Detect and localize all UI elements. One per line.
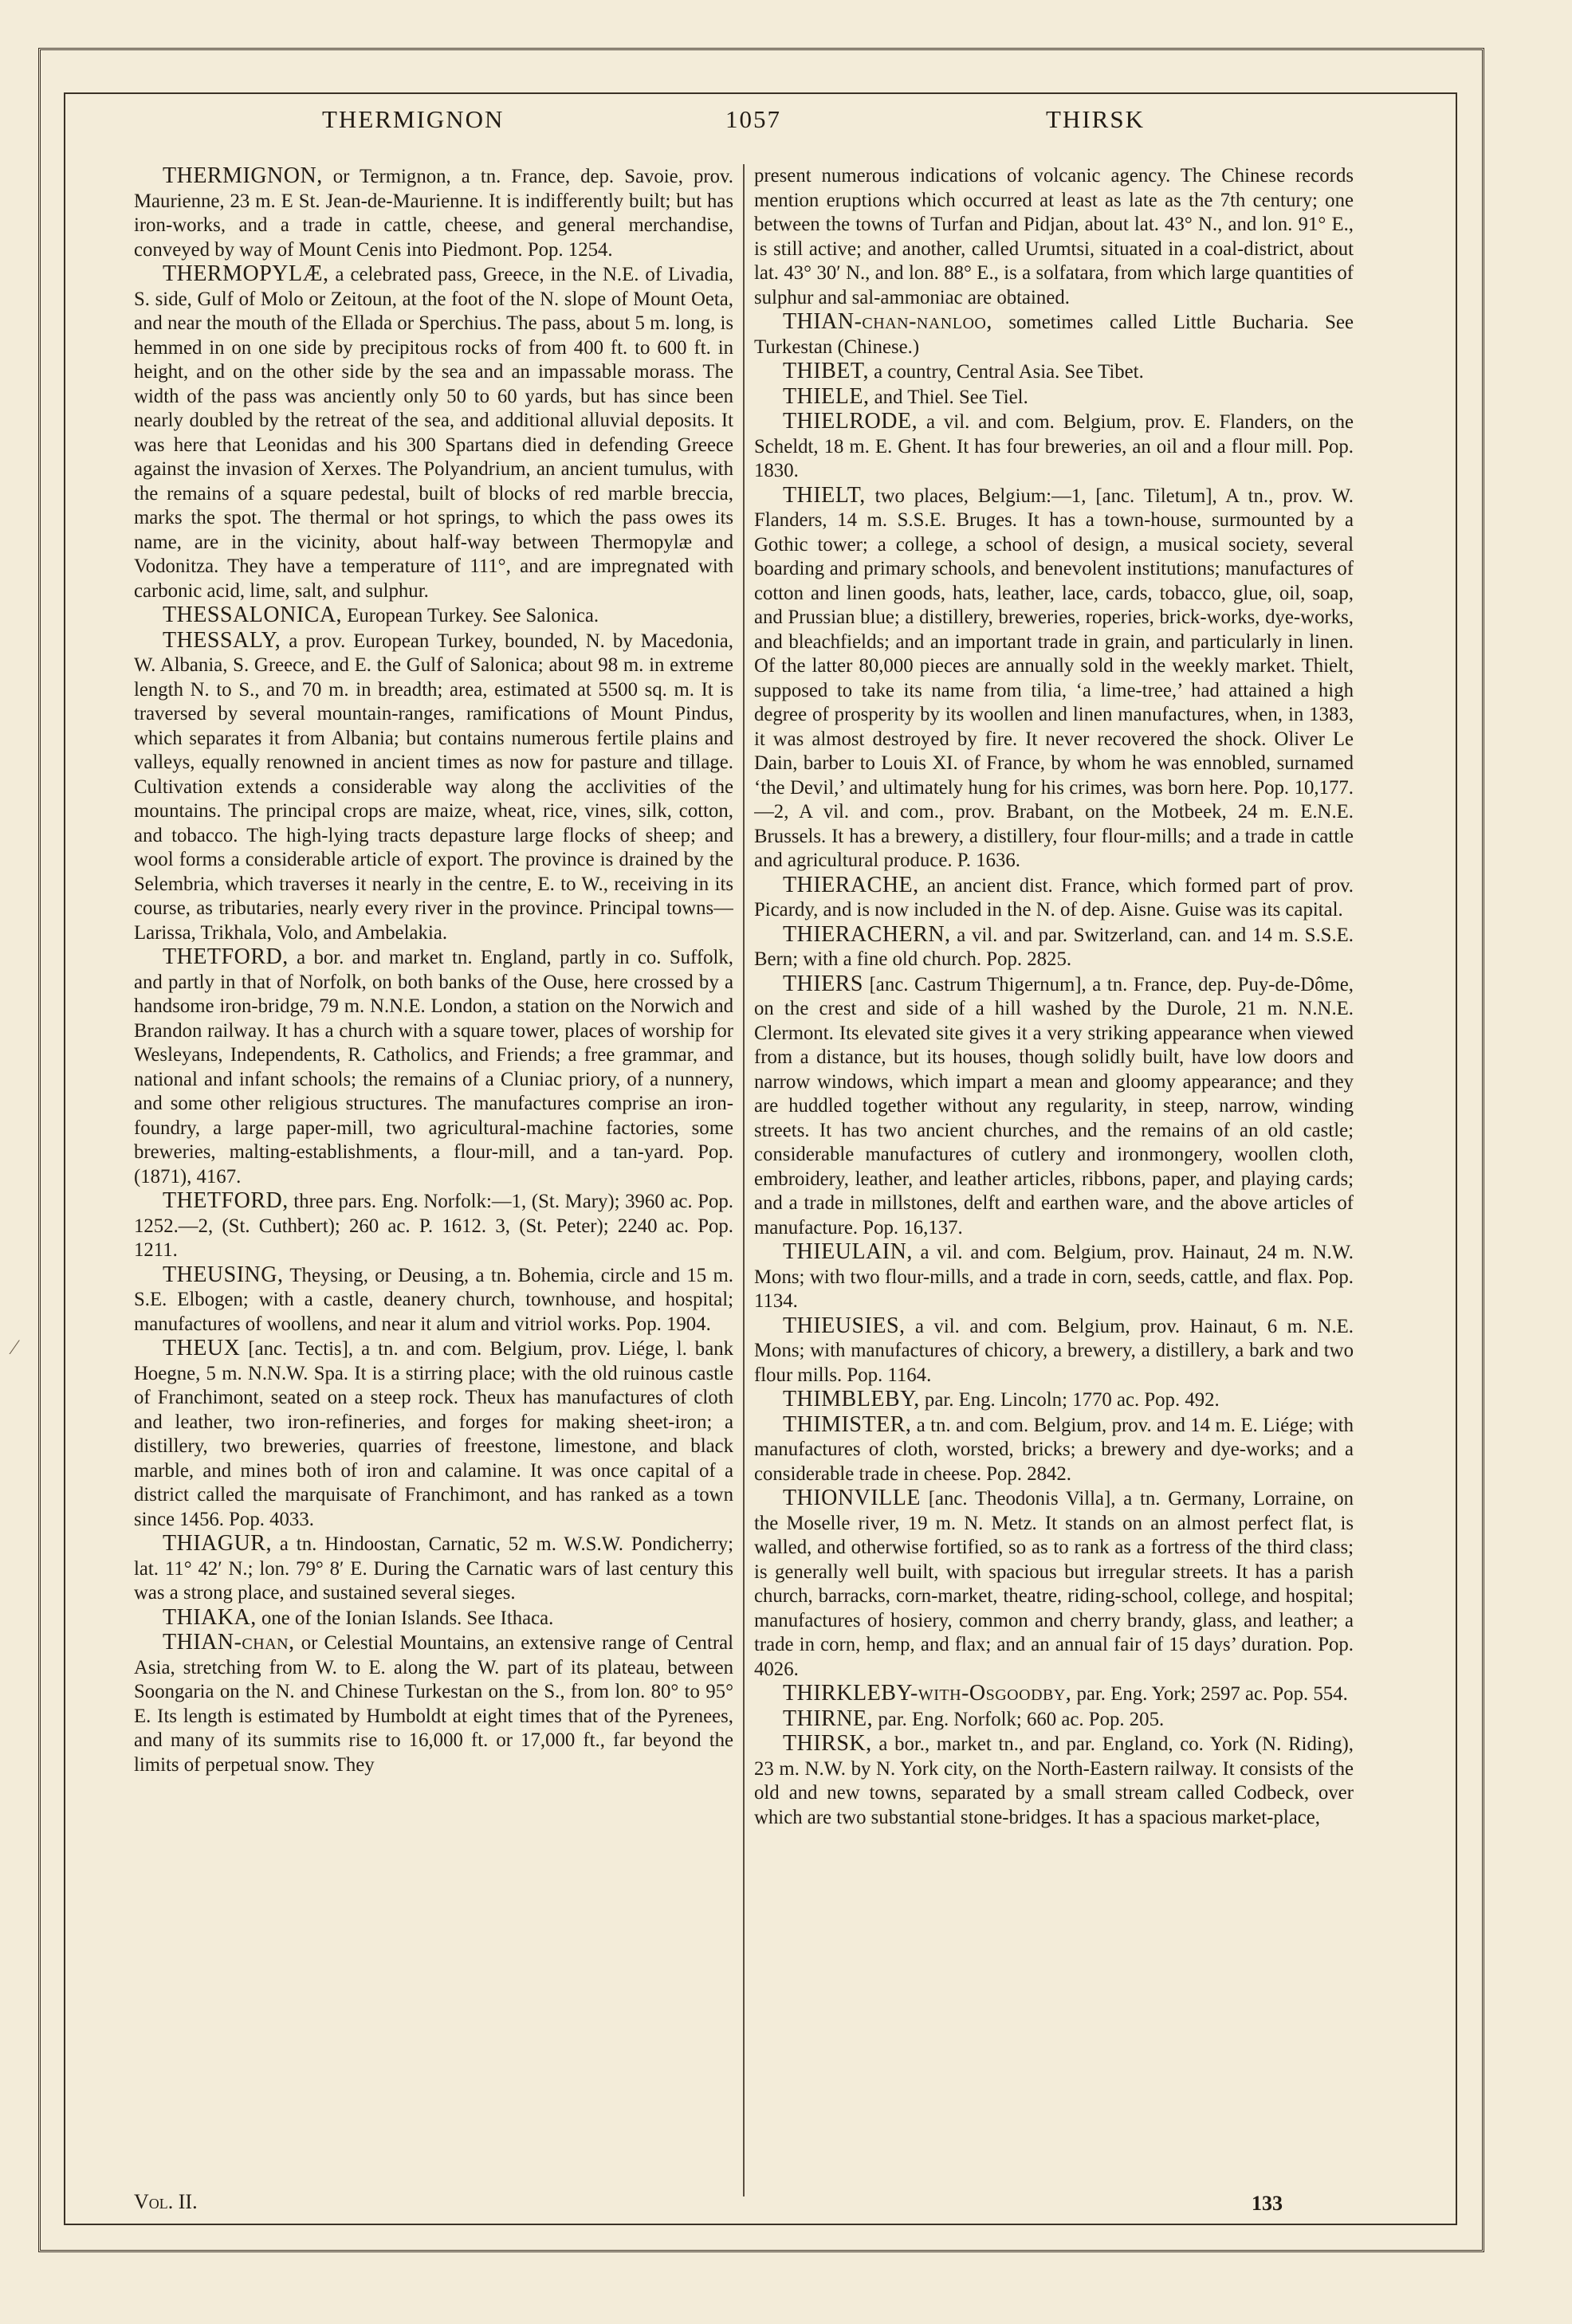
- entry-headword: THETFORD,: [163, 1188, 289, 1213]
- entry-text: [anc. Castrum Thigernum], a tn. France, dep. Puy-de-Dôme, on the crest and side of a hill washed by the Durole, 21 m. N.N.E. Clermont. Its elevated site gives it a very striking appearance when viewed from a distance, but its houses, though solidly built, have low doors and narrow windows, which impart a mean and gloomy appearance; and they are huddled together without any regularity, in steep, narrow, winding streets. It has two ancient churches, and the remains of an old castle; considerable manufactures of cutlery and ironmongery, woollen cloth, embroidery, leather, and leather articles, ribbons, paper, and playing cards; and a trade in millstones, delft and earthen ware, and the above articles of manufacture. Pop. 16,137.: [754, 973, 1354, 1239]
- entry-text: a bor. and market tn. England, partly in co. Suffolk, and partly in that of Norfolk, on both banks of the Ouse, here crossed by a handsome iron-bridge, 79 m. N.N.E. London, a station on the Norwich and Brandon railway. It has a church with a square tower, places of worship for Wesleyans, Independents, R. Catholics, and Friends; a free grammar, and national and infant schools; the remains of a Cluniac priory, of a nunnery, and some other religious structures. The manufactures comprise an iron-foundry, a large paper-mill, two agricultural-machine factories, some breweries, malting-establishments, a flour-mill, and a tan-yard. Pop. (1871), 4167.: [134, 947, 733, 1188]
- dictionary-entry: [754, 1314, 1354, 1388]
- dictionary-entry: [134, 1606, 733, 1631]
- entry-text: three pars. Eng. Norfolk:—1, (St. Mary); 3960 ac. Pop. 1252.—2, (St. Cuthbert); 260 ac. P. 1612. 3, (St. Peter); 2240 ac. Pop. 1211.: [134, 1191, 733, 1261]
- entry-headword: THEUX: [163, 1336, 241, 1360]
- dictionary-entry: [134, 1189, 733, 1263]
- dictionary-entry: [754, 385, 1354, 410]
- entry-headword: THIAN-chan-nanloo,: [783, 309, 992, 334]
- dictionary-entry: [754, 1682, 1354, 1707]
- entry-headword: THERMOPYLÆ,: [163, 261, 329, 286]
- entry-text: par. Eng. Norfolk; 660 ac. Pop. 205.: [873, 1708, 1165, 1730]
- dictionary-entry: [754, 1240, 1354, 1314]
- header-left-word: THERMIGNON: [322, 105, 505, 133]
- entry-text: two places, Belgium:—1, [anc. Tiletum], A tn., prov. W. Flanders, 14 m. S.S.E. Bruges. It has a town-house, surmounted by a Gothic tower; a college, a school of design, a musical society, several boarding and primary schools, and benevolent institutions; manufactures of cotton and linen goods, hats, leather, lace, cards, tobacco, glue, oil, soap, and Prussian blue; a distillery, breweries, roperies, brick-works, dye-works, and bleachfields; and an important trade in grain, and particularly in linen. Of the latter 80,000 pieces are annually sold in the weekly market. Thielt, supposed to take its name from tilia, ‘a lime-tree,’ had attained a high degree of prosperity by its woollen and linen manufactures, when, in 1383, it was almost destroyed by fire. It never recovered the shock. Oliver Le Dain, barber to Louis XI. of France, by whom he was ennobled, surnamed ‘the Devil,’ and ultimately hung for his crimes, was born here. Pop. 10,177.—2, A vil. and com., prov. Brabant, on the Motbeek, 24 m. E.N.E. Brussels. It has a brewery, a distillery, four flour-mills; and a trade in cattle and agricultural produce. P. 1636.: [754, 485, 1354, 871]
- dictionary-entry: [754, 873, 1354, 923]
- entry-text: a vil. and par. Switzerland, can. and 14 m. S.S.E. Bern; with a fine old church. Pop. 2825.: [754, 924, 1354, 970]
- dictionary-entry: [134, 603, 733, 629]
- entry-text: an ancient dist. France, which formed part of prov. Picardy, and is now included in the N. of dep. Aisne. Guise was its capital.: [754, 874, 1354, 921]
- entry-headword: THESSALONICA,: [163, 603, 343, 627]
- dictionary-entry: [754, 1732, 1354, 1830]
- dictionary-entry: [754, 1486, 1354, 1682]
- header-right-word: THIRSK: [1046, 105, 1145, 133]
- page-number: 1057: [725, 105, 781, 133]
- entry-text: par. Eng. York; 2597 ac. Pop. 554.: [1071, 1683, 1348, 1705]
- entry-text: a vil. and com. Belgium, prov. Hainaut, 6 m. N.E. Mons; with manufactures of chicory, a brewery, a distillery, a bark and two flour mills. Pop. 1164.: [754, 1315, 1354, 1386]
- dictionary-entry: [754, 410, 1354, 484]
- column-divider: [743, 164, 745, 2196]
- dictionary-entry: [754, 923, 1354, 972]
- dictionary-entry: [134, 945, 733, 1189]
- entry-headword: THIMBLEBY,: [783, 1387, 920, 1411]
- entry-text: present numerous indications of volcanic agency. The Chinese records mention eruptions which occurred at least as late as the 7th century; one between the towns of Turfan and Pidjan, about lat. 43° N., and lon. 91° E., is still active; and another, called Urumtsi, situated in a coal-district, about lat. 43° 30′ N., and lon. 88° E., is a solfatara, from which large quantities of sulphur and sal-ammoniac are obtained.: [754, 165, 1354, 308]
- dictionary-entry: [134, 1263, 733, 1337]
- entry-headword: THIRSK,: [783, 1731, 872, 1756]
- entry-headword: THEUSING,: [163, 1262, 284, 1287]
- dictionary-entry: [754, 484, 1354, 873]
- entry-headword: THESSALY,: [163, 627, 281, 653]
- dictionary-entry: [754, 972, 1354, 1241]
- entry-text: or Celestial Mountains, an extensive range of Central Asia, stretching from W. to E. along the W. part of its plateau, between Soongaria on the N. and Chinese Turkestan on the S., from lon. 80° to 95° E. Its length is estimated by Humboldt at eight times that of the Pyrenees, and many of its summits rise to 16,000 ft. or 17,000 ft., far beyond the limits of perpetual snow. They: [134, 1632, 733, 1776]
- dictionary-entry: [134, 1631, 733, 1777]
- entry-text: [anc. Tectis], a tn. and com. Belgium, prov. Liége, l. bank Hoegne, 5 m. N.N.W. Spa. It is a stirring place; with the old ruinous castle of Franchimont, seated on a steep rock. Theux has manufactures of cloth and leather, two iron-refineries, and forges for making sheet-iron; a distillery, two breweries, quarries of freestone, limestone, and black marble, and mines both of iron and calamine. It was once capital of a district called the marquisate of Franchimont, and has ranked as a town since 1456. Pop. 4033.: [134, 1338, 733, 1530]
- entry-headword: THIELE,: [783, 383, 870, 409]
- entry-text: [anc. Theodonis Villa], a tn. Germany, Lorraine, on the Moselle river, 19 m. N. Metz. It stands on an almost perfect flat, is walled, and otherwise fortified, so as to rank as a fortress of the third class; is generally well built, with spacious but irregular streets. It has a parish church, barracks, corn-market, theatre, riding-school, college, and hospital; manufactures of hosiery, common and cherry brandy, glass, and leather; a trade in corn, hemp, and flax; and an annual fair of 15 days’ duration. Pop. 4026.: [754, 1488, 1354, 1680]
- entry-text: a vil. and com. Belgium, prov. E. Flanders, on the Scheldt, 18 m. E. Ghent. It has four breweries, an oil and a flour mill. Pop. 1830.: [754, 411, 1354, 481]
- dictionary-entry: [134, 164, 733, 262]
- entry-headword: THIBET,: [783, 359, 869, 383]
- entry-headword: THERMIGNON,: [163, 164, 323, 188]
- entry-text: one of the Ionian Islands. See Ithaca.: [256, 1607, 554, 1629]
- entry-text: or Termignon, a tn. France, dep. Savoie, prov. Maurienne, 23 m. E St. Jean-de-Maurienne. It is indifferently built; but has iron-works, and a trade in cattle, cheese, and general merchandise, conveyed by way of Mount Cenis into Piedmont. Pop. 1254.: [134, 166, 733, 261]
- dictionary-entry: [754, 164, 1354, 310]
- dictionary-entry: [134, 262, 733, 603]
- entry-headword: THIAKA,: [163, 1604, 257, 1630]
- entry-headword: THIRKLEBY-with-Osgoodby,: [783, 1681, 1072, 1706]
- dictionary-entry: [134, 1532, 733, 1606]
- entry-text: a bor., market tn., and par. England, co. York (N. Riding), 23 m. N.W. by N. York city, on the North-Eastern railway. It consists of the old and new towns, separated by a small stream called Codbeck, over which are two substantial stone-bridges. It has a spacious market-place,: [754, 1733, 1354, 1828]
- entry-headword: THIERACHERN,: [783, 921, 951, 947]
- right-column: [754, 164, 1354, 2204]
- dictionary-entry: [134, 1337, 733, 1532]
- entry-headword: THIERS: [783, 971, 863, 996]
- entry-text: and Thiel. See Tiel.: [869, 386, 1028, 408]
- dictionary-entry: [134, 629, 733, 946]
- entry-text: a country, Central Asia. See Tibet.: [868, 361, 1144, 383]
- entry-headword: THIEUSIES,: [783, 1313, 906, 1338]
- entry-headword: THIAN-chan,: [163, 1630, 295, 1655]
- entry-headword: THIELRODE,: [783, 409, 918, 434]
- entry-headword: THIEULAIN,: [783, 1239, 913, 1264]
- volume-label: Vol. II.: [134, 2190, 198, 2213]
- entry-text: Theysing, or Deusing, a tn. Bohemia, circle and 15 m. S.E. Elbogen; with a castle, deanery church, townhouse, and hospital; manufactures of woollens, and near it alum and vitriol works. Pop. 1904.: [134, 1264, 733, 1335]
- entry-text: a prov. European Turkey, bounded, N. by Macedonia, W. Albania, S. Greece, and E. the Gulf of Salonica; about 98 m. in extreme length N. to S., and 70 m. in breadth; area, estimated at 5500 sq. m. It is traversed by several mountain-ranges, ramifications of Mount Pindus, which separates it from Albania; but contains numerous fertile plains and valleys, equally renowned in ancient times as now for pasture and tillage. Cultivation extends a considerable way along the acclivities of the mountains. The principal crops are maize, wheat, rice, vines, silk, cotton, and tobacco. The high-lying tracts depasture large flocks of sheep; and wool forms a considerable article of export. The province is drained by the Selembria, which traverses it nearly in the centre, E. to W., receiving in its course, as tributaries, nearly every river in the province. Principal towns—Larissa, Trikhala, Volo, and Ambelakia.: [134, 630, 733, 944]
- entry-headword: THETFORD,: [163, 944, 289, 969]
- dictionary-entry: [754, 1707, 1354, 1733]
- entry-text: sometimes called Little Bucharia. See Turkestan (Chinese.): [754, 312, 1354, 358]
- entry-text: European Turkey. See Salonica.: [342, 605, 599, 626]
- entry-headword: THIONVILLE: [783, 1486, 921, 1510]
- entry-headword: THIERACHE,: [783, 872, 919, 897]
- entry-text: a celebrated pass, Greece, in the N.E. of Livadia, S. side, Gulf of Molo or Zeitoun, at the foot of the N. slope of Mount Oeta, and near the mouth of the Ellada or Sperchius. The pass, about 5 m. long, is hemmed in on one side by precipitous rocks of from 400 ft. to 600 ft. in height, and on the other side by the sea and an impassable morass. The width of the pass was anciently only 50 to 60 yards, but has since been nearly doubled by the retreat of the sea, and additional alluvial deposits. It was here that Leonidas and his 300 Spartans died in defending Greece against the invasion of Xerxes. The Polyandrium, an ancient tumulus, with the remains of a square pedestal, built of blocks of red marble breccia, marks the spot. The thermal or hot springs, to which the pass owes its name, are in the vicinity, about half-way between Thermopylæ and Vodonitza. They have a temperature of 111°, and are impregnated with carbonic acid, lime, salt, and sulphur.: [134, 264, 733, 602]
- signature-mark: 133: [1252, 2192, 1283, 2215]
- entry-headword: THIMISTER,: [783, 1411, 912, 1437]
- entry-text: a vil. and com. Belgium, prov. Hainaut, 24 m. N.W. Mons; with two flour-mills, and a trade in corn, seeds, cattle, and flax. Pop. 1134.: [754, 1242, 1354, 1312]
- entry-headword: THIAGUR,: [163, 1531, 272, 1556]
- dictionary-entry: [754, 1413, 1354, 1487]
- entry-text: a tn. Hindoostan, Carnatic, 52 m. W.S.W. Pondicherry; lat. 11° 42′ N.; lon. 79° 8′ E. During the Carnatic wars of last century this was a strong place, and sustained several sieges.: [134, 1533, 733, 1604]
- running-header: [120, 105, 1427, 153]
- margin-mark: ⁄: [13, 1336, 17, 1359]
- dictionary-entry: [754, 1388, 1354, 1413]
- dictionary-entry: [754, 310, 1354, 359]
- dictionary-entry: [754, 359, 1354, 385]
- entry-headword: THIELT,: [783, 482, 866, 508]
- left-column: [134, 164, 733, 2204]
- entry-text: a tn. and com. Belgium, prov. and 14 m. E. Liége; with manufactures of cloth, worsted, bricks; a brewery and dye-works; and a considerable trade in cheese. Pop. 2842.: [754, 1414, 1354, 1485]
- entry-text: par. Eng. Lincoln; 1770 ac. Pop. 492.: [919, 1389, 1220, 1411]
- entry-headword: THIRNE,: [783, 1706, 874, 1731]
